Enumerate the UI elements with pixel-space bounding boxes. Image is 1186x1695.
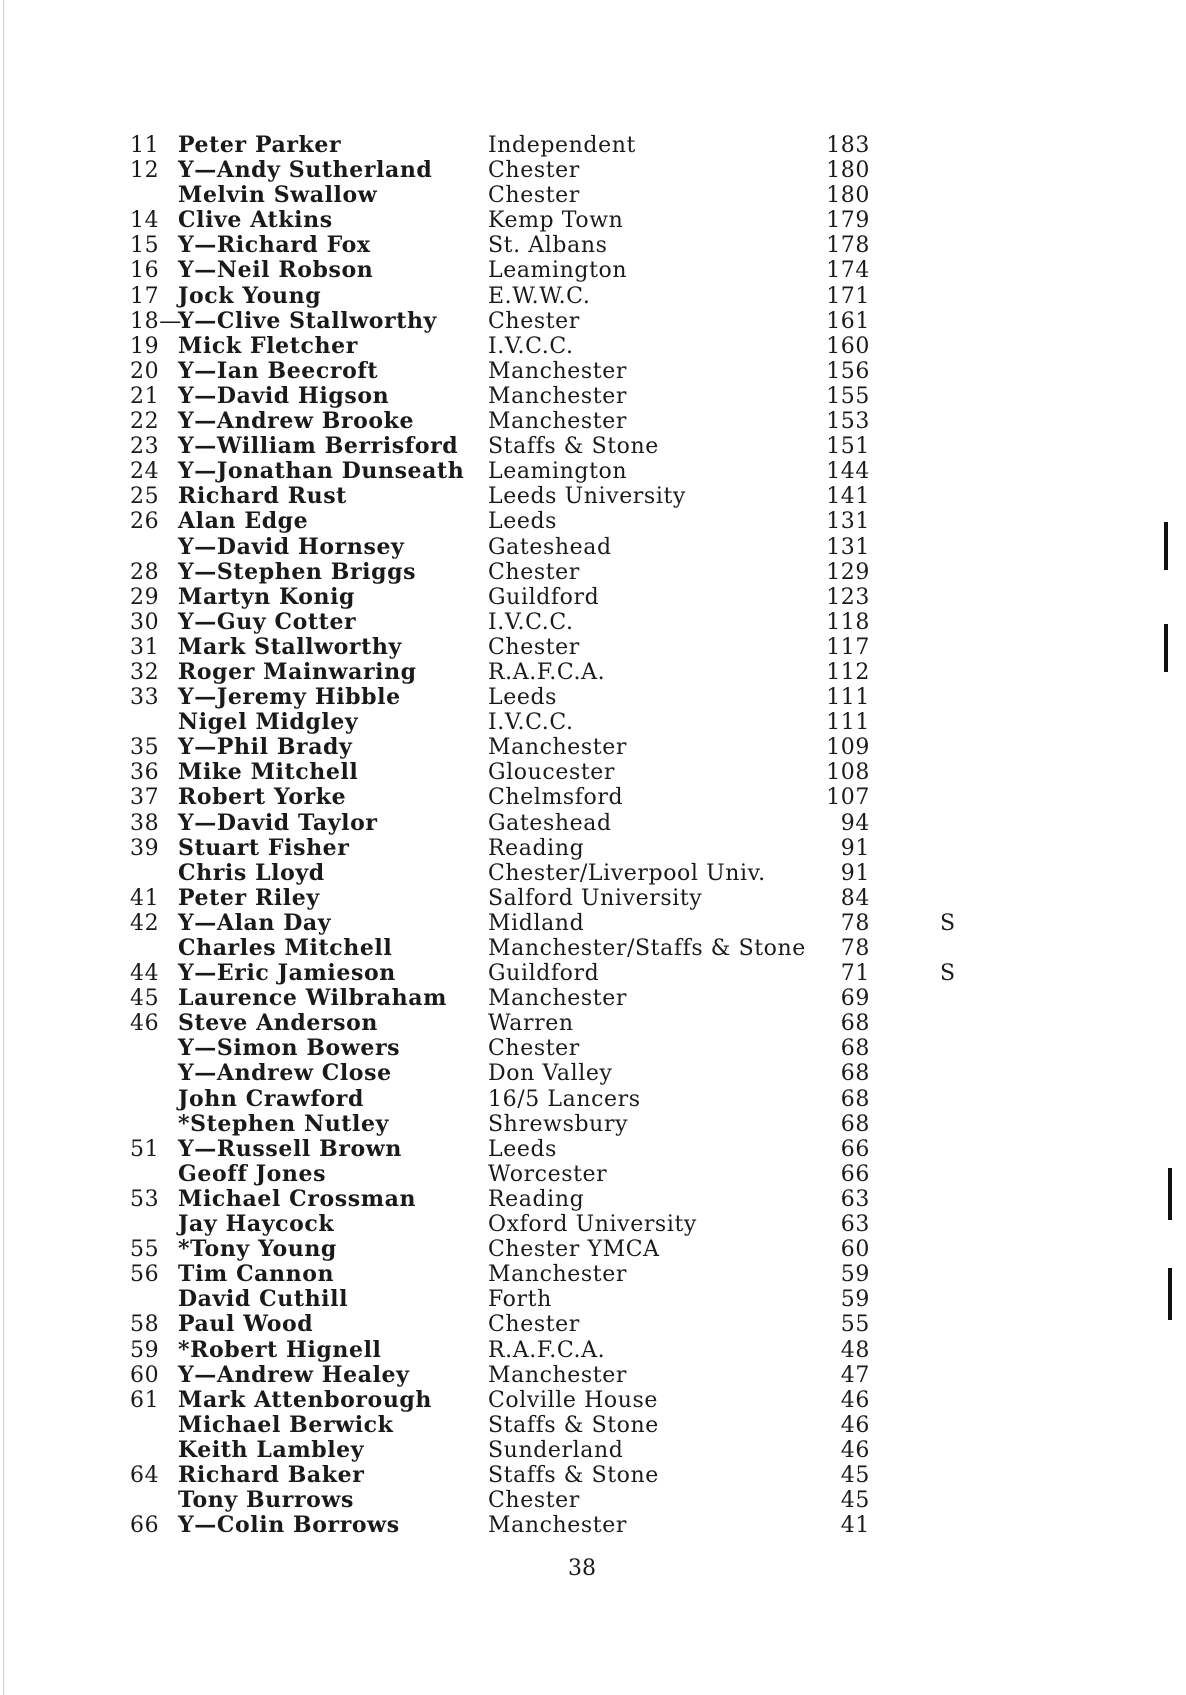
club-name: Independent (488, 133, 636, 158)
result-row (130, 1287, 1030, 1312)
competitor-name: Peter Parker (178, 132, 342, 158)
score-value: 118 (826, 609, 870, 635)
score-value: 111 (826, 685, 870, 711)
competitor-name: Y—Guy Cotter (178, 608, 357, 635)
score-value: 68 (840, 1111, 870, 1137)
competitor-name: Laurence Wilbraham (178, 985, 447, 1012)
score-value: 174 (826, 258, 870, 284)
club-name: Manchester (488, 383, 627, 409)
result-row (130, 936, 1030, 961)
club-name: Manchester (488, 986, 627, 1012)
position-number: 60 (130, 1362, 160, 1388)
result-row (130, 1363, 1030, 1388)
competitor-name: David Cuthill (178, 1286, 349, 1313)
competitor-name: Geoff Jones (178, 1160, 327, 1187)
club-name: E.W.W.C. (488, 283, 591, 309)
competitor-name: Nigel Midgley (178, 709, 359, 736)
score-value: 46 (840, 1412, 870, 1438)
club-name: Chester (488, 158, 580, 184)
score-value: 155 (826, 383, 870, 409)
club-name: Chester (488, 1312, 580, 1338)
club-name: Kemp Town (488, 208, 624, 234)
club-name: Chester (488, 308, 580, 334)
club-name: Staffs & Stone (488, 1462, 659, 1488)
score-value: 45 (840, 1462, 870, 1488)
competitor-name: Alan Edge (178, 508, 309, 535)
position-number: 59 (130, 1337, 160, 1363)
position-number: 19 (130, 333, 160, 359)
result-row (130, 1413, 1030, 1438)
position-number: 17 (130, 283, 160, 309)
result-row (130, 1137, 1030, 1162)
score-value: 78 (840, 910, 870, 936)
club-name: Leeds (488, 509, 558, 535)
result-row (130, 1011, 1030, 1036)
result-row (130, 785, 1030, 810)
result-row (130, 1162, 1030, 1187)
position-number: 35 (130, 735, 160, 761)
position-number: 20 (130, 358, 160, 384)
score-value: 111 (826, 710, 870, 736)
position-number: 36 (130, 760, 160, 786)
result-row (130, 1061, 1030, 1086)
position-number: 38 (130, 810, 160, 836)
position-number: 28 (130, 559, 160, 585)
result-row (130, 258, 1030, 283)
score-value: 171 (826, 283, 870, 309)
score-value: 131 (826, 509, 870, 535)
result-row (130, 1036, 1030, 1061)
club-name: St. Albans (488, 233, 608, 259)
result-row (130, 886, 1030, 911)
position-number: 24 (130, 459, 160, 485)
club-name: I.V.C.C. (488, 333, 574, 359)
score-value: 41 (840, 1513, 870, 1539)
score-value: 46 (840, 1437, 870, 1463)
competitor-name: Robert Yorke (178, 784, 347, 811)
result-row (130, 1237, 1030, 1262)
club-name: Forth (488, 1287, 552, 1313)
competitor-name: John Crawford (178, 1085, 364, 1112)
result-row (130, 911, 1030, 936)
result-row (130, 560, 1030, 585)
result-row (130, 585, 1030, 610)
result-row (130, 359, 1030, 384)
score-value: 153 (826, 409, 870, 435)
competitor-name: Peter Riley (178, 884, 320, 911)
position-number: 37 (130, 785, 160, 811)
competitor-name: Mike Mitchell (178, 759, 359, 786)
score-value: 59 (840, 1287, 870, 1313)
club-name: Leeds (488, 685, 558, 711)
result-row (130, 1262, 1030, 1287)
competitor-name: Y—David Hornsey (178, 533, 405, 560)
competitor-name: Y—Colin Borrows (178, 1512, 400, 1539)
club-name: Manchester (488, 1513, 627, 1539)
score-value: 112 (826, 659, 870, 685)
competitor-name: Clive Atkins (178, 207, 333, 234)
club-name: Gateshead (488, 810, 612, 836)
club-name: Staffs & Stone (488, 434, 659, 460)
club-name: I.V.C.C. (488, 609, 574, 635)
result-row (130, 384, 1030, 409)
competitor-name: Y—Jeremy Hibble (178, 684, 401, 711)
score-value: 69 (840, 986, 870, 1012)
club-name: Salford University (488, 885, 703, 911)
result-row (130, 509, 1030, 534)
competitor-name: Y—David Taylor (178, 809, 378, 836)
club-name: Reading (488, 1186, 585, 1212)
competitor-name: Paul Wood (178, 1311, 314, 1338)
competitor-name: Y—Eric Jamieson (178, 960, 396, 987)
club-name: Oxford University (488, 1212, 697, 1238)
club-name: Guildford (488, 961, 600, 987)
result-row (130, 1488, 1030, 1513)
score-value: 107 (826, 785, 870, 811)
competitor-name: *Robert Hignell (178, 1336, 382, 1363)
scan-edge-line (3, 0, 4, 1695)
score-value: 59 (840, 1262, 870, 1288)
competitor-name: Michael Berwick (178, 1411, 394, 1438)
score-value: 156 (826, 358, 870, 384)
competitor-name: Mick Fletcher (178, 332, 358, 359)
competitor-name: Jock Young (178, 282, 322, 309)
score-value: 68 (840, 1011, 870, 1037)
result-row (130, 1187, 1030, 1212)
club-name: R.A.F.C.A. (488, 1337, 606, 1363)
result-row (130, 811, 1030, 836)
club-name: Chester/Liverpool Univ. (488, 860, 766, 886)
position-number: 64 (130, 1462, 160, 1488)
result-row (130, 961, 1030, 986)
competitor-name: Tim Cannon (178, 1261, 335, 1288)
score-value: 123 (826, 584, 870, 610)
score-value: 129 (826, 559, 870, 585)
competitor-name: Martyn Konig (178, 583, 356, 610)
position-number: 51 (130, 1136, 160, 1162)
result-row (130, 434, 1030, 459)
position-number: 16 (130, 258, 160, 284)
result-row (130, 535, 1030, 560)
result-row (130, 1438, 1030, 1463)
result-row (130, 836, 1030, 861)
position-number: 25 (130, 484, 160, 510)
competitor-name: Y—David Higson (178, 382, 390, 409)
margin-mark (1164, 522, 1168, 570)
position-number: 33 (130, 685, 160, 711)
club-name: Guildford (488, 584, 600, 610)
result-row (130, 484, 1030, 509)
score-value: 151 (826, 434, 870, 460)
score-value: 141 (826, 484, 870, 510)
margin-mark (1164, 624, 1168, 672)
score-value: 55 (840, 1312, 870, 1338)
score-value: 144 (826, 459, 870, 485)
score-value: 178 (826, 233, 870, 259)
score-value: 68 (840, 1036, 870, 1062)
result-row (130, 158, 1030, 183)
club-name: Chester (488, 634, 580, 660)
competitor-name: Y—Andy Sutherland (178, 157, 433, 184)
score-value: 68 (840, 1086, 870, 1112)
club-name: Sunderland (488, 1437, 624, 1463)
position-number: 44 (130, 961, 160, 987)
position-number: 53 (130, 1186, 160, 1212)
score-value: 47 (840, 1362, 870, 1388)
position-number: 45 (130, 986, 160, 1012)
club-name: Leamington (488, 258, 628, 284)
score-value: 160 (826, 333, 870, 359)
club-name: Staffs & Stone (488, 1412, 659, 1438)
score-value: 117 (826, 634, 870, 660)
side-mark: S (940, 961, 956, 987)
competitor-name: Melvin Swallow (178, 182, 378, 209)
result-row (130, 760, 1030, 785)
competitor-name: *Tony Young (178, 1236, 337, 1263)
result-row (130, 1312, 1030, 1337)
club-name: Chester (488, 559, 580, 585)
position-number: 26 (130, 509, 160, 535)
club-name: I.V.C.C. (488, 710, 574, 736)
position-number: 15 (130, 233, 160, 259)
score-value: 78 (840, 936, 870, 961)
position-number: 23 (130, 434, 160, 460)
position-number: 61 (130, 1387, 160, 1413)
margin-mark (1168, 1268, 1172, 1320)
competitor-name: Mark Attenborough (178, 1386, 432, 1413)
competitor-name: Y—Neil Robson (178, 257, 374, 284)
competitor-name: Y—Andrew Brooke (178, 408, 415, 435)
competitor-name: Charles Mitchell (178, 935, 393, 961)
competitor-name: Y—Ian Beecroft (178, 357, 379, 384)
club-name: Leeds University (488, 484, 686, 510)
result-row (130, 1212, 1030, 1237)
result-row (130, 1112, 1030, 1137)
club-name: Manchester (488, 358, 627, 384)
club-name: Manchester (488, 1362, 627, 1388)
position-number: 21 (130, 383, 160, 409)
score-value: 91 (840, 835, 870, 861)
club-name: Colville House (488, 1387, 658, 1413)
position-number: 32 (130, 659, 160, 685)
score-value: 66 (840, 1161, 870, 1187)
club-name: Chester (488, 1488, 580, 1514)
result-row (130, 133, 1030, 158)
result-row (130, 309, 1030, 334)
club-name: Chester YMCA (488, 1237, 660, 1263)
score-value: 161 (826, 308, 870, 334)
club-name: Midland (488, 910, 585, 936)
score-value: 71 (840, 961, 870, 987)
competitor-name: Y—Simon Bowers (178, 1035, 401, 1062)
page-number: 38 (568, 1556, 596, 1581)
score-value: 63 (840, 1186, 870, 1212)
position-number: 42 (130, 910, 160, 936)
score-value: 131 (826, 534, 870, 560)
club-name: Chester (488, 1036, 580, 1062)
competitor-name: Y—Richard Fox (178, 232, 371, 259)
result-row (130, 986, 1030, 1011)
position-number: 31 (130, 634, 160, 660)
result-row (130, 1513, 1030, 1538)
competitor-name: Keith Lambley (178, 1436, 365, 1463)
club-name: 16/5 Lancers (488, 1086, 641, 1112)
result-row (130, 1388, 1030, 1413)
position-number: 14 (130, 208, 160, 234)
score-value: 108 (826, 760, 870, 786)
score-value: 48 (840, 1337, 870, 1363)
club-name: Leamington (488, 459, 628, 485)
result-row (130, 284, 1030, 309)
club-name: Chelmsford (488, 785, 624, 811)
result-row (130, 183, 1030, 208)
position-number: 30 (130, 609, 160, 635)
score-value: 180 (826, 183, 870, 209)
result-row (130, 610, 1030, 635)
competitor-name: Roger Mainwaring (178, 658, 417, 685)
result-row (130, 635, 1030, 660)
competitor-name: Chris Lloyd (178, 859, 325, 886)
position-number: 41 (130, 885, 160, 911)
position-number: 18— (130, 308, 182, 334)
competitor-name: Y—Andrew Close (178, 1060, 392, 1087)
club-name: Don Valley (488, 1061, 613, 1087)
result-row (130, 735, 1030, 760)
competitor-name: Y—Stephen Briggs (178, 558, 417, 585)
position-number: 39 (130, 835, 160, 861)
position-number: 56 (130, 1262, 160, 1288)
result-row (130, 409, 1030, 434)
result-row (130, 1087, 1030, 1112)
result-row (130, 861, 1030, 886)
score-value: 183 (826, 133, 870, 158)
club-name: Manchester (488, 409, 627, 435)
score-value: 45 (840, 1488, 870, 1514)
competitor-name: Richard Rust (178, 483, 347, 510)
score-value: 68 (840, 1061, 870, 1087)
competitor-name: Michael Crossman (178, 1185, 417, 1212)
position-number: 66 (130, 1513, 160, 1539)
position-number: 11 (130, 133, 160, 158)
result-row (130, 334, 1030, 359)
score-value: 63 (840, 1212, 870, 1238)
competitor-name: *Stephen Nutley (178, 1110, 389, 1137)
result-row (130, 660, 1030, 685)
score-value: 180 (826, 158, 870, 184)
competitor-name: Y—Andrew Healey (178, 1361, 410, 1388)
club-name: Warren (488, 1011, 574, 1037)
competitor-name: Y—Phil Brady (178, 734, 353, 761)
competitor-name: Stuart Fisher (178, 834, 350, 861)
result-row (130, 208, 1030, 233)
position-number: 58 (130, 1312, 160, 1338)
results-list (130, 133, 1030, 1538)
club-name: Manchester (488, 1262, 627, 1288)
club-name: Worcester (488, 1161, 608, 1187)
club-name: Manchester/Staffs & Stone (488, 936, 806, 961)
club-name: Reading (488, 835, 585, 861)
result-row (130, 1338, 1030, 1363)
result-row (130, 710, 1030, 735)
margin-mark (1168, 1168, 1172, 1220)
club-name: Gloucester (488, 760, 616, 786)
result-row (130, 459, 1030, 484)
competitor-name: Y—Russell Brown (178, 1135, 402, 1162)
score-value: 46 (840, 1387, 870, 1413)
position-number: 12 (130, 158, 160, 184)
score-value: 60 (840, 1237, 870, 1263)
score-value: 179 (826, 208, 870, 234)
club-name: Manchester (488, 735, 627, 761)
score-value: 91 (840, 860, 870, 886)
score-value: 84 (840, 885, 870, 911)
competitor-name: Jay Haycock (178, 1211, 335, 1238)
club-name: Shrewsbury (488, 1111, 629, 1137)
score-value: 109 (826, 735, 870, 761)
competitor-name: Mark Stallworthy (178, 633, 402, 660)
club-name: Leeds (488, 1136, 558, 1162)
club-name: R.A.F.C.A. (488, 659, 606, 685)
result-row (130, 685, 1030, 710)
position-number: 55 (130, 1237, 160, 1263)
position-number: 29 (130, 584, 160, 610)
position-number: 46 (130, 1011, 160, 1037)
competitor-name: Richard Baker (178, 1461, 365, 1488)
club-name: Chester (488, 183, 580, 209)
competitor-name: Y—Alan Day (178, 909, 332, 936)
result-row (130, 233, 1030, 258)
score-value: 94 (840, 810, 870, 836)
competitor-name: Steve Anderson (178, 1010, 378, 1037)
competitor-name: Tony Burrows (178, 1487, 354, 1514)
score-value: 66 (840, 1136, 870, 1162)
side-mark: S (940, 910, 956, 936)
competitor-name: Y—Jonathan Dunseath (178, 458, 465, 485)
result-row (130, 1463, 1030, 1488)
competitor-name: Y—William Berrisford (178, 433, 459, 460)
competitor-name: Y—Clive Stallworthy (178, 307, 437, 334)
club-name: Gateshead (488, 534, 612, 560)
position-number: 22 (130, 409, 160, 435)
